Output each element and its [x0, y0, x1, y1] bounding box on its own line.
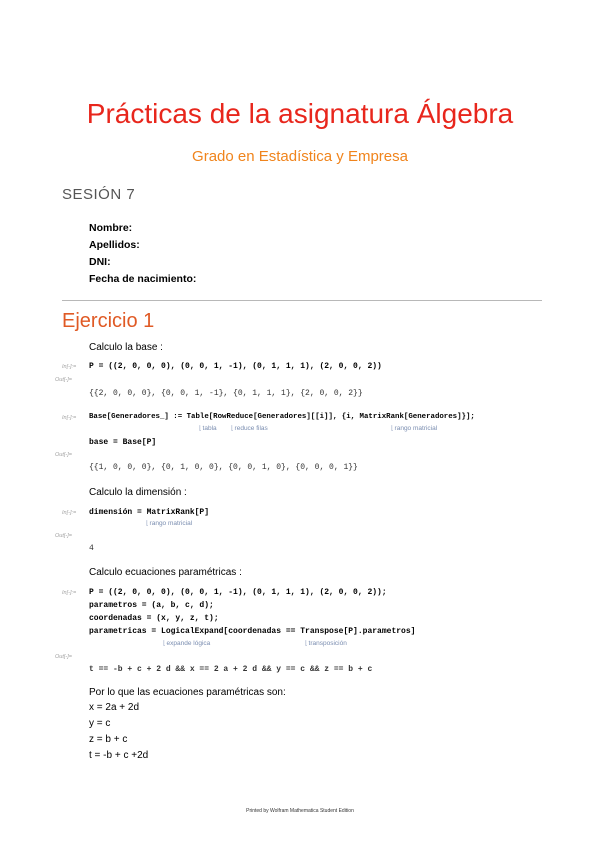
out-label: Out[-]= [55, 377, 72, 383]
hint-reduce-filas: ⌊ reduce filas [231, 424, 268, 432]
in-label: In[-]:= [62, 364, 77, 370]
field-fecha-nacimiento: Fecha de nacimiento: [89, 273, 197, 285]
hint-transposicion: ⌊ transposición [305, 639, 347, 647]
text-calculo-dimension: Calculo la dimensión : [89, 487, 187, 498]
text-calculo-base: Calculo la base : [89, 342, 163, 353]
in-label: In[-]:= [62, 510, 77, 516]
field-dni: DNI: [89, 256, 111, 268]
input-cell-parametros[interactable]: parametros = (a, b, c, d); [89, 601, 214, 610]
input-cell-parametricas[interactable]: parametricas = LogicalExpand[coordenadas == Transpose[P].parametros] [89, 627, 416, 636]
section-heading: Ejercicio 1 [62, 310, 155, 332]
output-cell-parametricas: t == -b + c + 2 d && x == 2 a + 2 d && y == c && z == b + c [89, 665, 373, 674]
session-heading: SESIÓN 7 [62, 186, 136, 203]
in-label: In[-]:= [62, 590, 77, 596]
field-apellidos: Apellidos: [89, 239, 140, 251]
input-cell-base[interactable]: base = Base[P] [89, 438, 157, 447]
input-cell-matrix[interactable]: P = ((2, 0, 0, 0), (0, 0, 1, -1), (0, 1, 1, 1), (2, 0, 0, 2)); [89, 588, 387, 597]
out-label: Out[-]= [55, 533, 72, 539]
hint-tabla: ⌊ tabla [199, 424, 217, 432]
input-cell-matrix[interactable]: P = ((2, 0, 0, 0), (0, 0, 1, -1), (0, 1, 1, 1), (2, 0, 0, 2)) [89, 362, 382, 371]
input-cell-base-def[interactable]: Base[Generadores_] := Table[RowReduce[Generadores][[i]], {i, MatrixRank[Generadores]}]; [89, 413, 475, 421]
hint-expande-logica: ⌊ expande lógica [163, 639, 210, 647]
out-label: Out[-]= [55, 452, 72, 458]
input-cell-dimension[interactable]: dimensión = MatrixRank[P] [89, 508, 210, 517]
text-conclusion: Por lo que las ecuaciones paramétricas son: [89, 687, 286, 698]
input-cell-coordenadas[interactable]: coordenadas = (x, y, z, t); [89, 614, 219, 623]
print-footer: Printed by Wolfram Mathematica Student Edition [246, 808, 354, 814]
output-cell-dimension: 4 [89, 544, 94, 553]
out-label: Out[-]= [55, 654, 72, 660]
equation-z: z = b + c [89, 734, 128, 745]
text-calculo-ecuaciones: Calculo ecuaciones paramétricas : [89, 567, 242, 578]
hint-rango-matricial: ⌊ rango matricial [391, 424, 437, 432]
section-divider [62, 300, 542, 301]
equation-x: x = 2a + 2d [89, 702, 140, 713]
document-title: Prácticas de la asignatura Álgebra [86, 98, 514, 129]
output-cell-base: {{1, 0, 0, 0}, {0, 1, 0, 0}, {0, 0, 1, 0}, {0, 0, 0, 1}} [89, 463, 358, 472]
equation-t: t = -b + c +2d [89, 750, 149, 761]
equation-y: y = c [89, 718, 111, 729]
field-nombre: Nombre: [89, 222, 133, 234]
hint-rango-matricial: ⌊ rango matricial [146, 519, 192, 527]
in-label: In[-]:= [62, 415, 77, 421]
output-cell-matrix: {{2, 0, 0, 0}, {0, 0, 1, -1}, {0, 1, 1, 1}, {2, 0, 0, 2}} [89, 389, 363, 398]
document-subtitle: Grado en Estadística y Empresa [192, 148, 408, 165]
